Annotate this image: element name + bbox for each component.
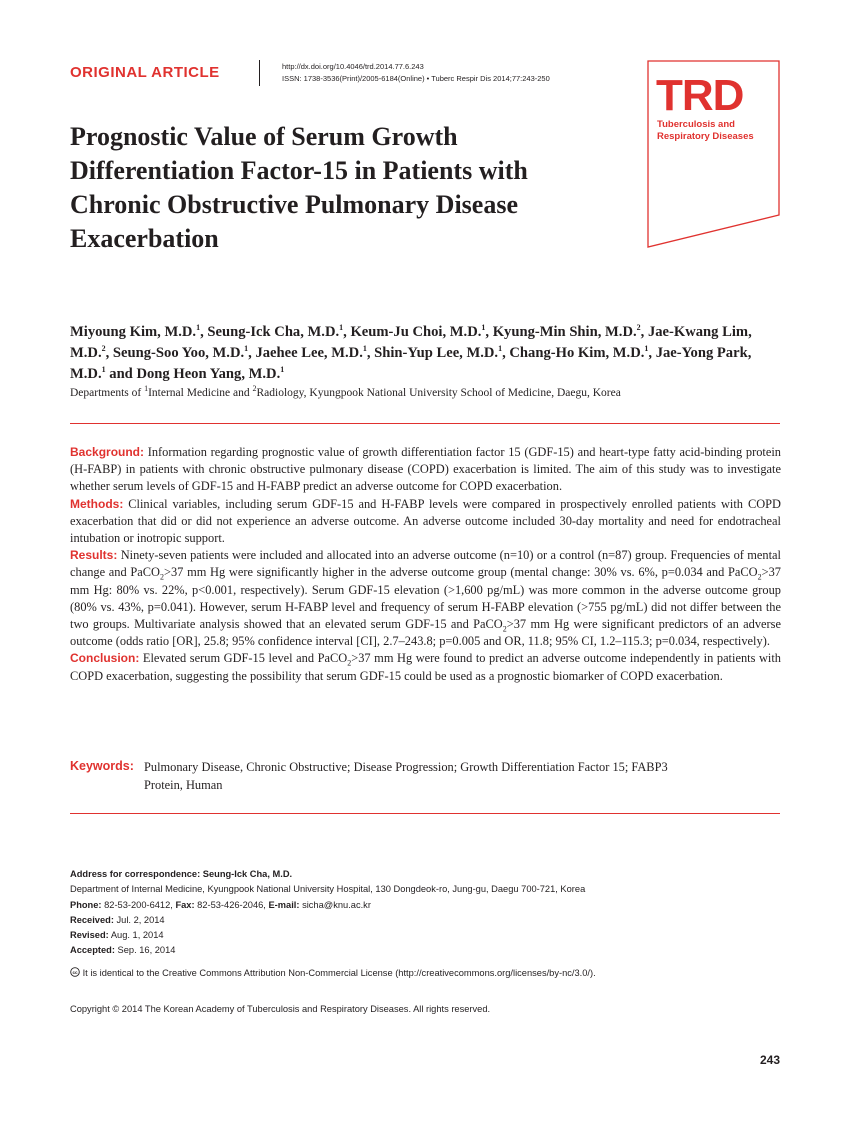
author-affiliation-mark: 1 [244, 344, 249, 354]
journal-logo: TRD [656, 71, 744, 120]
author-name: Seung-Soo Yoo, M.D. [112, 345, 245, 361]
svg-text:cc: cc [72, 970, 78, 975]
correspondence-heading: Address for correspondence: Seung-Ick Cha, M.D. [70, 869, 293, 879]
divider-bottom [70, 813, 780, 814]
author-affiliation-mark: 1 [101, 365, 106, 375]
creative-commons-icon [70, 967, 80, 977]
author-name: Chang-Ho Kim, M.D. [509, 345, 645, 361]
doi-link[interactable]: http://dx.doi.org/10.4046/trd.2014.77.6.243 [282, 62, 424, 71]
correspondence [70, 867, 585, 959]
email-link[interactable]: sicha@knu.ac.kr [299, 899, 371, 910]
received-date: Received: Jul. 2, 2014 [70, 914, 165, 925]
revised-date: Revised: Aug. 1, 2014 [70, 930, 164, 941]
header-divider [259, 60, 260, 86]
author-name: Jaehee Lee, M.D. [255, 345, 363, 361]
author-affiliation-mark: 1 [196, 323, 201, 333]
abstract-conclusion: Conclusion: Elevated serum GDF-15 level and PaCO$_2$>37 mm Hg were found to predict an adverse outcome independently in patients with COPD exacerbation, suggesting the possibility that serum GDF-15 could be used as a prognostic biomarker of COPD exacerbation. [70, 651, 782, 683]
journal-name: Tuberculosis and Respiratory Diseases [657, 119, 754, 142]
accepted-date: Accepted: Sep. 16, 2014 [70, 945, 176, 956]
author-name: Jae-Kwang Lim, M.D. [70, 324, 752, 361]
copyright: Copyright © 2014 The Korean Academy of Tuberculosis and Respiratory Diseases. All rights reserved. [70, 1004, 491, 1014]
author-affiliation-mark: 1 [339, 323, 344, 333]
author-name: Seung-Ick Cha, M.D. [207, 324, 340, 340]
author-affiliation-mark: 1 [498, 344, 503, 354]
citation-info [282, 61, 550, 85]
author-name: Jae-Yong Park, M.D. [70, 345, 752, 382]
keywords-label: Keywords: [70, 759, 134, 773]
keywords: Pulmonary Disease, Chronic Obstructive; Disease Progression; Growth Differentiation Factor 15; FABP3 Protein, Human [144, 760, 668, 792]
author-affiliation-mark: 2 [636, 323, 641, 333]
author-name: Dong Heon Yang, M.D. [136, 366, 281, 382]
author-affiliation-mark: 1 [481, 323, 486, 333]
contact-line: Phone: 82-53-200-6412, Fax: 82-53-426-2046, E-mail: sicha@knu.ac.kr [70, 899, 371, 910]
author-list: Miyoung Kim, M.D.$^1$, Seung-Ick Cha, M.D.$^1$, Keum-Ju Choi, M.D.$^1$, Kyung-Min Shin, M.D.$^2$, Jae-Kwang Lim, M.D.$^2$, Seung-Soo Yoo, M.D.$^1$, Jaehee Lee, M.D.$^1$, Shin-Yup Lee, M.D.$^1$, Chang-Ho Kim, M.D.$^1$, Jae-Yong Park, M.D.$^1$ and Dong Heon Yang, M.D.$^1$ [70, 323, 752, 382]
author-name: Keum-Ju Choi, M.D. [350, 324, 482, 340]
section-label: ORIGINAL ARTICLE [70, 64, 220, 81]
author-affiliation-mark: 1 [280, 365, 285, 375]
abstract-background: Background: Information regarding prognostic value of growth differentiation factor 15 (GDF-15) and heart-type fatty acid-binding protein (H-FABP) in patients with chronic obstructive pulmonary disease (COPD) exacerbation is limited. The aim of this study was to investigate whether serum levels of GDF-15 and H-FABP predict an adverse outcome for COPD exacerbation. [70, 445, 781, 494]
article-title: Prognostic Value of Serum Growth Differentiation Factor-15 in Patients with Chronic Obstructive Pulmonary Disease Exacerbation [70, 122, 528, 253]
abstract [70, 444, 781, 685]
author-name: Miyoung Kim, M.D. [70, 324, 197, 340]
divider-top [70, 423, 780, 424]
abstract-methods: Methods: Clinical variables, including serum GDF-15 and H-FABP levels were compared in prospectively enrolled patients with COPD exacerbation that did or did not experience an adverse outcome. An adverse outcome included 30-day mortality and need for endotracheal intubation or inotropic support. [70, 496, 781, 546]
page-number: 243 [759, 1053, 780, 1067]
abstract-results: Results: Ninety-seven patients were included and allocated into an adverse outcome (n=10) or a control (n=87) group. Frequencies of mental change and PaCO$_2$>37 mm Hg were significantly higher in the adverse outcome group (mental change: 30% vs. 6%, p=0.034 and PaCO$_2$>37 mm Hg: 80% vs. 22%, p<0.001, respectively). Serum GDF-15 elevation (>1,600 pg/mL) was more common in the adverse outcome group (80% vs. 43%, p=0.041). However, serum H-FABP level and frequency of serum H-FABP elevation (>755 pg/mL) did not differ between the two groups. Multivariate analysis showed that an elevated serum GDF-15 and PaCO$_2$>37 mm Hg were significant predictors of an adverse outcome (odds ratio [OR], 25.8; 95% confidence interval [CI], 2.7–243.8; p=0.005 and OR, 11.8; 95% CI, 1.2–115.3; p=0.034, respectively). [70, 548, 781, 649]
author-affiliation-mark: 1 [362, 344, 367, 354]
author-affiliation-mark: 1 [644, 344, 649, 354]
author-affiliation-mark: 2 [101, 344, 106, 354]
license-note: cc It is identical to the Creative Commons Attribution Non-Commercial License (http://creativecommons.org/licenses/by-nc/3.0/). [70, 967, 596, 978]
correspondence-address: Department of Internal Medicine, Kyungpook National University Hospital, 130 Dongdeok-ro, Jung-gu, Daegu 700-721, Korea [70, 884, 586, 895]
author-name: Kyung-Min Shin, M.D. [492, 324, 637, 340]
issn-text: ISSN: 1738-3536(Print)/2005-6184(Online) • Tuberc Respir Dis 2014;77:243-250 [282, 74, 550, 83]
affiliations: Departments of $^1$Internal Medicine and $^2$Radiology, Kyungpook National University School of Medicine, Daegu, Korea [70, 384, 621, 399]
author-name: Shin-Yup Lee, M.D. [374, 345, 499, 361]
